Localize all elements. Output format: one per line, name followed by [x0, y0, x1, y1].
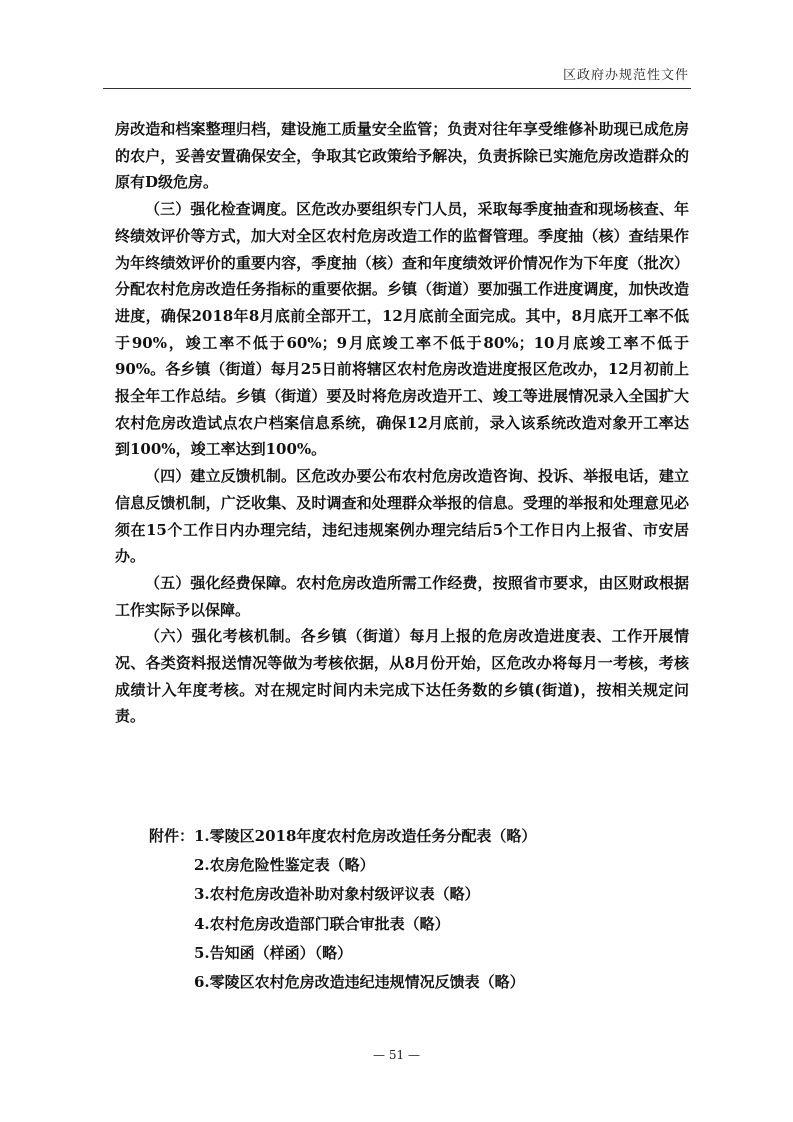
- attachment-item-3: 3.农村危房改造补助对象村级评议表（略）: [194, 885, 480, 904]
- document-body: [115, 116, 689, 730]
- list-item: [149, 968, 669, 997]
- attachment-item-5: 5.告知函（样函）（略）: [194, 943, 353, 962]
- page-number: — 51 —: [373, 1048, 420, 1062]
- attachments-list: [149, 822, 669, 997]
- paragraph-inspection: （三）强化检查调度。区危改办要组织专门人员，采取每季度抽查和现场核查、年终绩效评价等方式，加大对全区农村危房改造工作的监督管理。季度抽（核）查结果作为年终绩效评价的重要内容，季度抽（核）查和年度绩效评价情况作为下年度（批次）分配农村危房改造任务指标的重要依据。乡镇（街道）要加强工作进度调度，加快改造进度，确保2018年8月底前全部开工，12月底前全面完成。其中，8月底开工率不低于90%，竣工率不低于60%；9月底竣工率不低于80%；10月底竣工率不低于90%。各乡镇（街道）每月25日前将辖区农村危房改造进度报区危改办，12月初前上报全年工作总结。乡镇（街道）要及时将危房改造开工、竣工等进展情况录入全国扩大农村危房改造试点农户档案信息系统，确保12月底前，录入该系统改造对象开工率达到100%，竣工率达到100%。: [115, 200, 689, 459]
- list-item: [149, 822, 669, 851]
- attachment-item-6: 6.零陵区农村危房改造违纪违规情况反馈表（略）: [194, 972, 525, 991]
- paragraph-1: 房改造和档案整理归档，建设施工质量安全监管；负责对往年享受维修补助现已成危房的农户，妥善安置确保安全，争取其它政策给予解决，负责拆除已实施危房改造群众的原有D级危房。: [115, 120, 689, 192]
- list-item: [149, 939, 669, 968]
- paragraph-feedback: （四）建立反馈机制。区危改办要公布农村危房改造咨询、投诉、举报电话，建立信息反馈机制，广泛收集、及时调查和处理群众举报的信息。受理的举报和处理意见必须在15个工作日内办理完结，违纪违规案例办理完结后5个工作日内上报省、市安居办。: [115, 467, 689, 566]
- attachment-item-1: 1.零陵区2018年度农村危房改造任务分配表（略）: [194, 827, 537, 845]
- list-item: [149, 851, 669, 880]
- list-item: [149, 910, 669, 939]
- attachments-label: 附件：: [149, 827, 195, 845]
- attachment-item-2: 2.农房危险性鉴定表（略）: [194, 856, 375, 875]
- paragraph-funding: （五）强化经费保障。农村危房改造所需工作经费，按照省市要求，由区财政根据工作实际予以保障。: [115, 573, 689, 619]
- document-header: 区政府办规范性文件: [562, 68, 689, 83]
- header-divider: [103, 88, 691, 89]
- list-item: [149, 880, 669, 909]
- attachment-item-4: 4.农村危房改造部门联合审批表（略）: [194, 914, 450, 933]
- paragraph-assessment: （六）强化考核机制。各乡镇（街道）每月上报的危房改造进度表、工作开展情况、各类资料报送情况等做为考核依据，从8月份开始，区危改办将每月一考核，考核成绩计入年度考核。对在规定时间内未完成下达任务数的乡镇(街道)，按相关规定问责。: [115, 627, 689, 726]
